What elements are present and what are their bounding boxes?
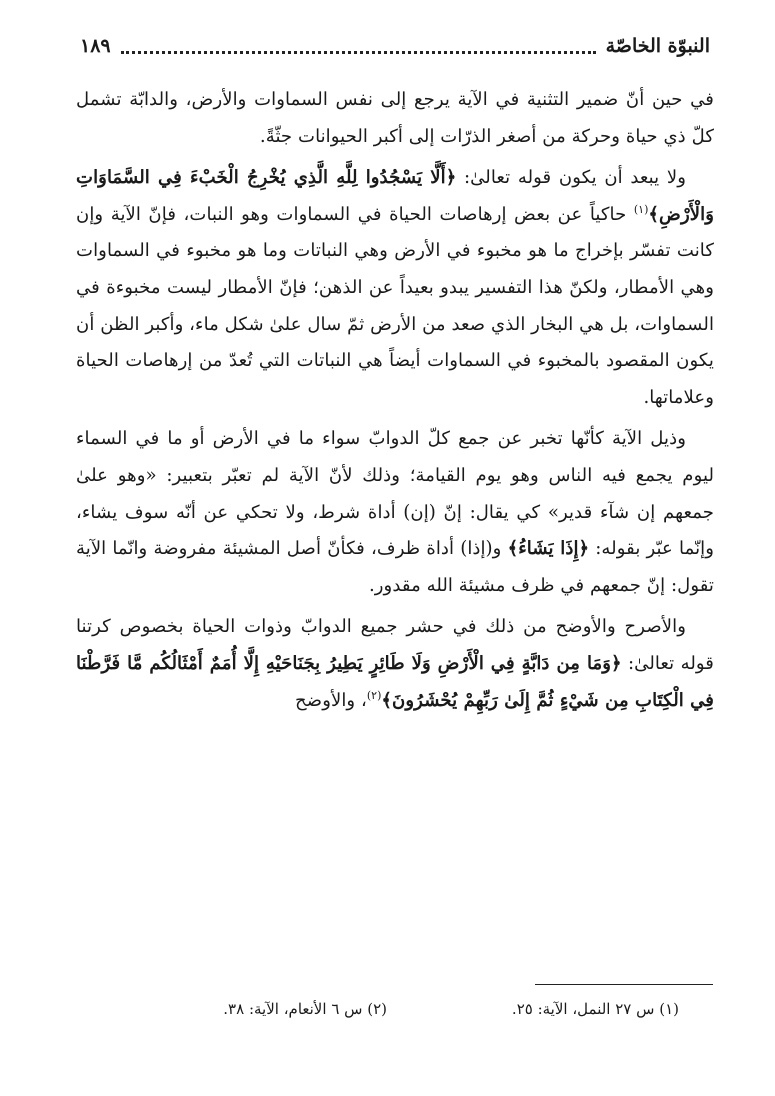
paragraph-text: وذيل الآية كأنّها تخبر عن جمع كلّ الدوابّ سواء ما في الأرض أو ما في السماء ليوم يجمع فيه الناس وهو يوم القيامة؛ وذلك لأنّ الآية لم تعبّر بتعبير: «وهو علىٰ جمعهم إن شآء قدير» كي يقال: إنّ (إن) أداة شرط، ولا تحكي عن أنّه سوف يشاء، وإنّما عبّر بقوله: xyxy=(76,428,714,560)
paragraph-text: ، والأوضح xyxy=(295,689,367,711)
quran-verse: ﴿أَلَّا يَسْجُدُوا لِلَّهِ الَّذِي يُخْرِجُ الْخَبْءَ فِي السَّمَاوَاتِ وَالْأَرْضِ﴾ xyxy=(76,167,714,225)
paragraph-text: ولا يبعد أن يكون قوله تعالىٰ: xyxy=(456,167,686,189)
paragraph-2 xyxy=(76,160,714,416)
paragraph-4 xyxy=(76,609,714,719)
running-header xyxy=(80,30,710,62)
footnote-separator xyxy=(535,984,713,985)
paragraph-text: حاكياً عن بعض إرهاصات الحياة في السماوات وهو النبات، فإنّ الآية وإن كانت تفسّر بإخراج ما هو مخبوء في الأرض وهي النباتات وما هو مخبوء في السماوات وهي الأمطار، ولكنّ هذا التفسير يبدو بعيداً عن الذهن؛ فإنّ الأمطار ليست مخبوءة في السماوات، بل هي البخار الذي صعد من الأرض ثمّ سال علىٰ شكل ماء، وأكبر الظن أن يكون المقصود بالمخبوء في السماوات أيضاً هي النباتات التي تُعدّ من إرهاصات الحياة وعلاماتها. xyxy=(76,203,714,408)
paragraph-text: والأصرح والأوضح من ذلك في حشر جميع الدوابّ وذوات الحياة بخصوص كرتنا قوله تعالىٰ: xyxy=(76,616,714,674)
chapter-title: النبوّة الخاصّة xyxy=(605,35,710,57)
footnote-ref: (٢) xyxy=(366,688,382,702)
paragraph-text: في حين أنّ ضمير التثنية في الآية يرجع إلى نفس السماوات والأرض، والدابّة تشمل كلّ ذي حياة وحركة من أصغر الذرّات إلى أكبر الحيوانات جثّةً. xyxy=(76,89,714,147)
leader-dots xyxy=(121,51,596,54)
quran-verse: ﴿إِذَا يَشَاءُ﴾ xyxy=(507,538,590,560)
paragraph-3 xyxy=(76,421,714,604)
footnote-1: (١) س ٢٧ النمل، الآية: ٢٥. xyxy=(511,1000,679,1018)
main-text xyxy=(76,82,714,719)
page-number: ١٨٩ xyxy=(80,35,111,57)
paragraph-text: و(إذا) أداة ظرف، فكأنّ أصل المشيئة مفروضة وانّما الآية تقول: إنّ جمعهم في ظرف مشيئة الله مقدور. xyxy=(76,538,714,596)
paragraph-1 xyxy=(76,82,714,155)
quran-verse: ﴿وَمَا مِن دَابَّةٍ فِي الْأَرْضِ وَلَا طَائِرٍ يَطِيرُ بِجَنَاحَيْهِ إِلَّا أُمَمٌ أَمْثَالُكُم مَّا فَرَّطْنَا فِي الْكِتَابِ مِن شَيْءٍ ثُمَّ إِلَىٰ رَبِّهِمْ يُحْشَرُونَ﴾ xyxy=(76,652,714,711)
footnote-ref: (١) xyxy=(633,202,649,216)
footnote-2: (٢) س ٦ الأنعام، الآية: ٣٨. xyxy=(223,1000,387,1018)
